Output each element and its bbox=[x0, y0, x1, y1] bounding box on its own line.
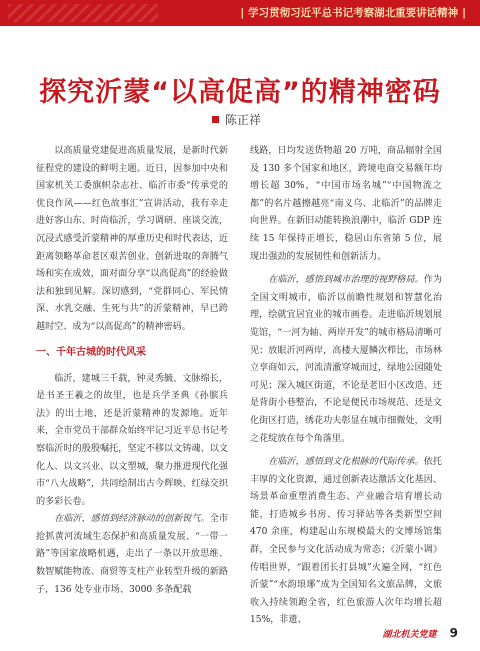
paragraph bbox=[250, 272, 442, 448]
paragraph-body: 作为全国文明城市，临沂以前瞻性规划和智慧化治理，绘就宜居宜业的城市画卷。走进临沂规划展览馆，“一河为轴、两岸开发”的城市格局清晰可见；放眼沂河两岸，高楼大厦鳞次栉比，市场林立享商如云，河流清澈穿城而过，绿地公园随处可见；深入城区街道，不论是老旧小区改造、还是背街小巷整治，不论是便民市场规范、还是文化街区打造，绣花功夫彰显在城市细微处，文明之花绽放在每个角落里。 bbox=[250, 275, 442, 444]
header-ornament bbox=[8, 4, 158, 22]
paragraph-lead: 在临沂，感悟到城市治理的视野格局。 bbox=[268, 275, 424, 286]
article-title: 探究沂蒙“以高促高”的精神密码 bbox=[39, 77, 441, 108]
square-bullet-icon bbox=[212, 116, 219, 123]
paragraph bbox=[36, 511, 228, 599]
section-heading: 一、千年古城的时代风采 bbox=[36, 346, 146, 358]
magazine-name: 湖北机关党建 bbox=[382, 630, 437, 640]
header-tagline: | 学习贯彻习近平总书记考察湖北重要讲话精神 | bbox=[240, 7, 466, 19]
header-tagline-text: 学习贯彻习近平总书记考察湖北重要讲话精神 bbox=[248, 7, 459, 19]
header-band bbox=[0, 0, 480, 26]
page-footer bbox=[383, 624, 458, 640]
paragraph: 线路，日均发送货物超 20 万吨，商品辐射全国及 130 多个国家和地区，跨境电商交易额年均增长超 30%，“中国市场名城”“中国物流之都”的名片越擦越亮“南义乌、北临沂”的品牌走向世界。在新旧动能转换浪潮中，临沂 GDP 连续 15 年保持正增长，稳居山东省第 5 位，展现出强劲的发展韧性和创新活力。 bbox=[250, 146, 442, 262]
left-column bbox=[36, 143, 228, 599]
author-byline bbox=[212, 112, 261, 128]
author-name: 陈正祥 bbox=[225, 113, 262, 127]
paragraph-body: 全市抢抓黄河流域生态保护和高质量发展、“一带一路”等国家战略机遇，走出了一条以开放思维、数智赋能物流、商贸等支柱产业转型升级的新路子，136 处专业市场、3000 多条配载 bbox=[36, 514, 228, 595]
right-column bbox=[250, 143, 442, 630]
paragraph: 以高质量党建促进高质量发展，是新时代新征程党的建设的鲜明主题。近日，因参加中央和国家机关工委旗帜杂志社、临沂市委“传承党的优良作风——红色故事汇”宣讲活动，我有幸走进好客山东、时尚临沂，学习调研、座谈交流，沉浸式感受沂蒙精神的厚重历史和时代表达，近距离领略革命老区艰苦创业、创新进取的奔腾气场和实在成效，面对面分享“以高促高”的经验做法和独到见解。深切感到，“党群同心、军民情深、水乳交融、生死与共”的沂蒙精神，早已跨越时空、成为“以高促高”的精神密码。 bbox=[36, 146, 228, 332]
paragraph-lead: 在临沂，感悟到经济脉动的创新锐气。 bbox=[54, 514, 210, 525]
paragraph-lead: 在临沂，感悟到文化根脉的代际传承。 bbox=[268, 457, 424, 468]
page-number: 9 bbox=[449, 626, 458, 640]
paragraph: 临沂，建城三千载，钟灵秀毓、文脉绵长，是书圣王羲之的故里，也是兵学圣典《孙膑兵法》的出土地，还是沂蒙精神的发源地。近年来，全市党员干部群众始终牢记习近平总书记考察临沂时的殷殷嘱托，坚定不移以文铸魂、以文化人、以文兴业、以文塑城，聚力推进现代化强市“八大战略”，共同绘制出古今辉映、红绿交织的多彩长卷。 bbox=[36, 373, 228, 507]
paragraph bbox=[250, 454, 442, 630]
paragraph-body: 依托丰厚的文化资源，通过创新表达激活文化基因、场景革命重塑消费生态、产业融合培育增长动能，打造城乡书房、传习驿站等各类新型空间 470 余座，构建起山东规模最大的文博场馆集群，全民参与文化活动成为常态；《沂蒙小调》传唱世界，“跟着团长打县城”火遍全网，“红色沂蒙”“水韵琅琊”成为全国知名文旅品牌，文旅收入持续领跑全省，红色旅游人次年均增长超 15%，非遗、 bbox=[250, 457, 442, 626]
